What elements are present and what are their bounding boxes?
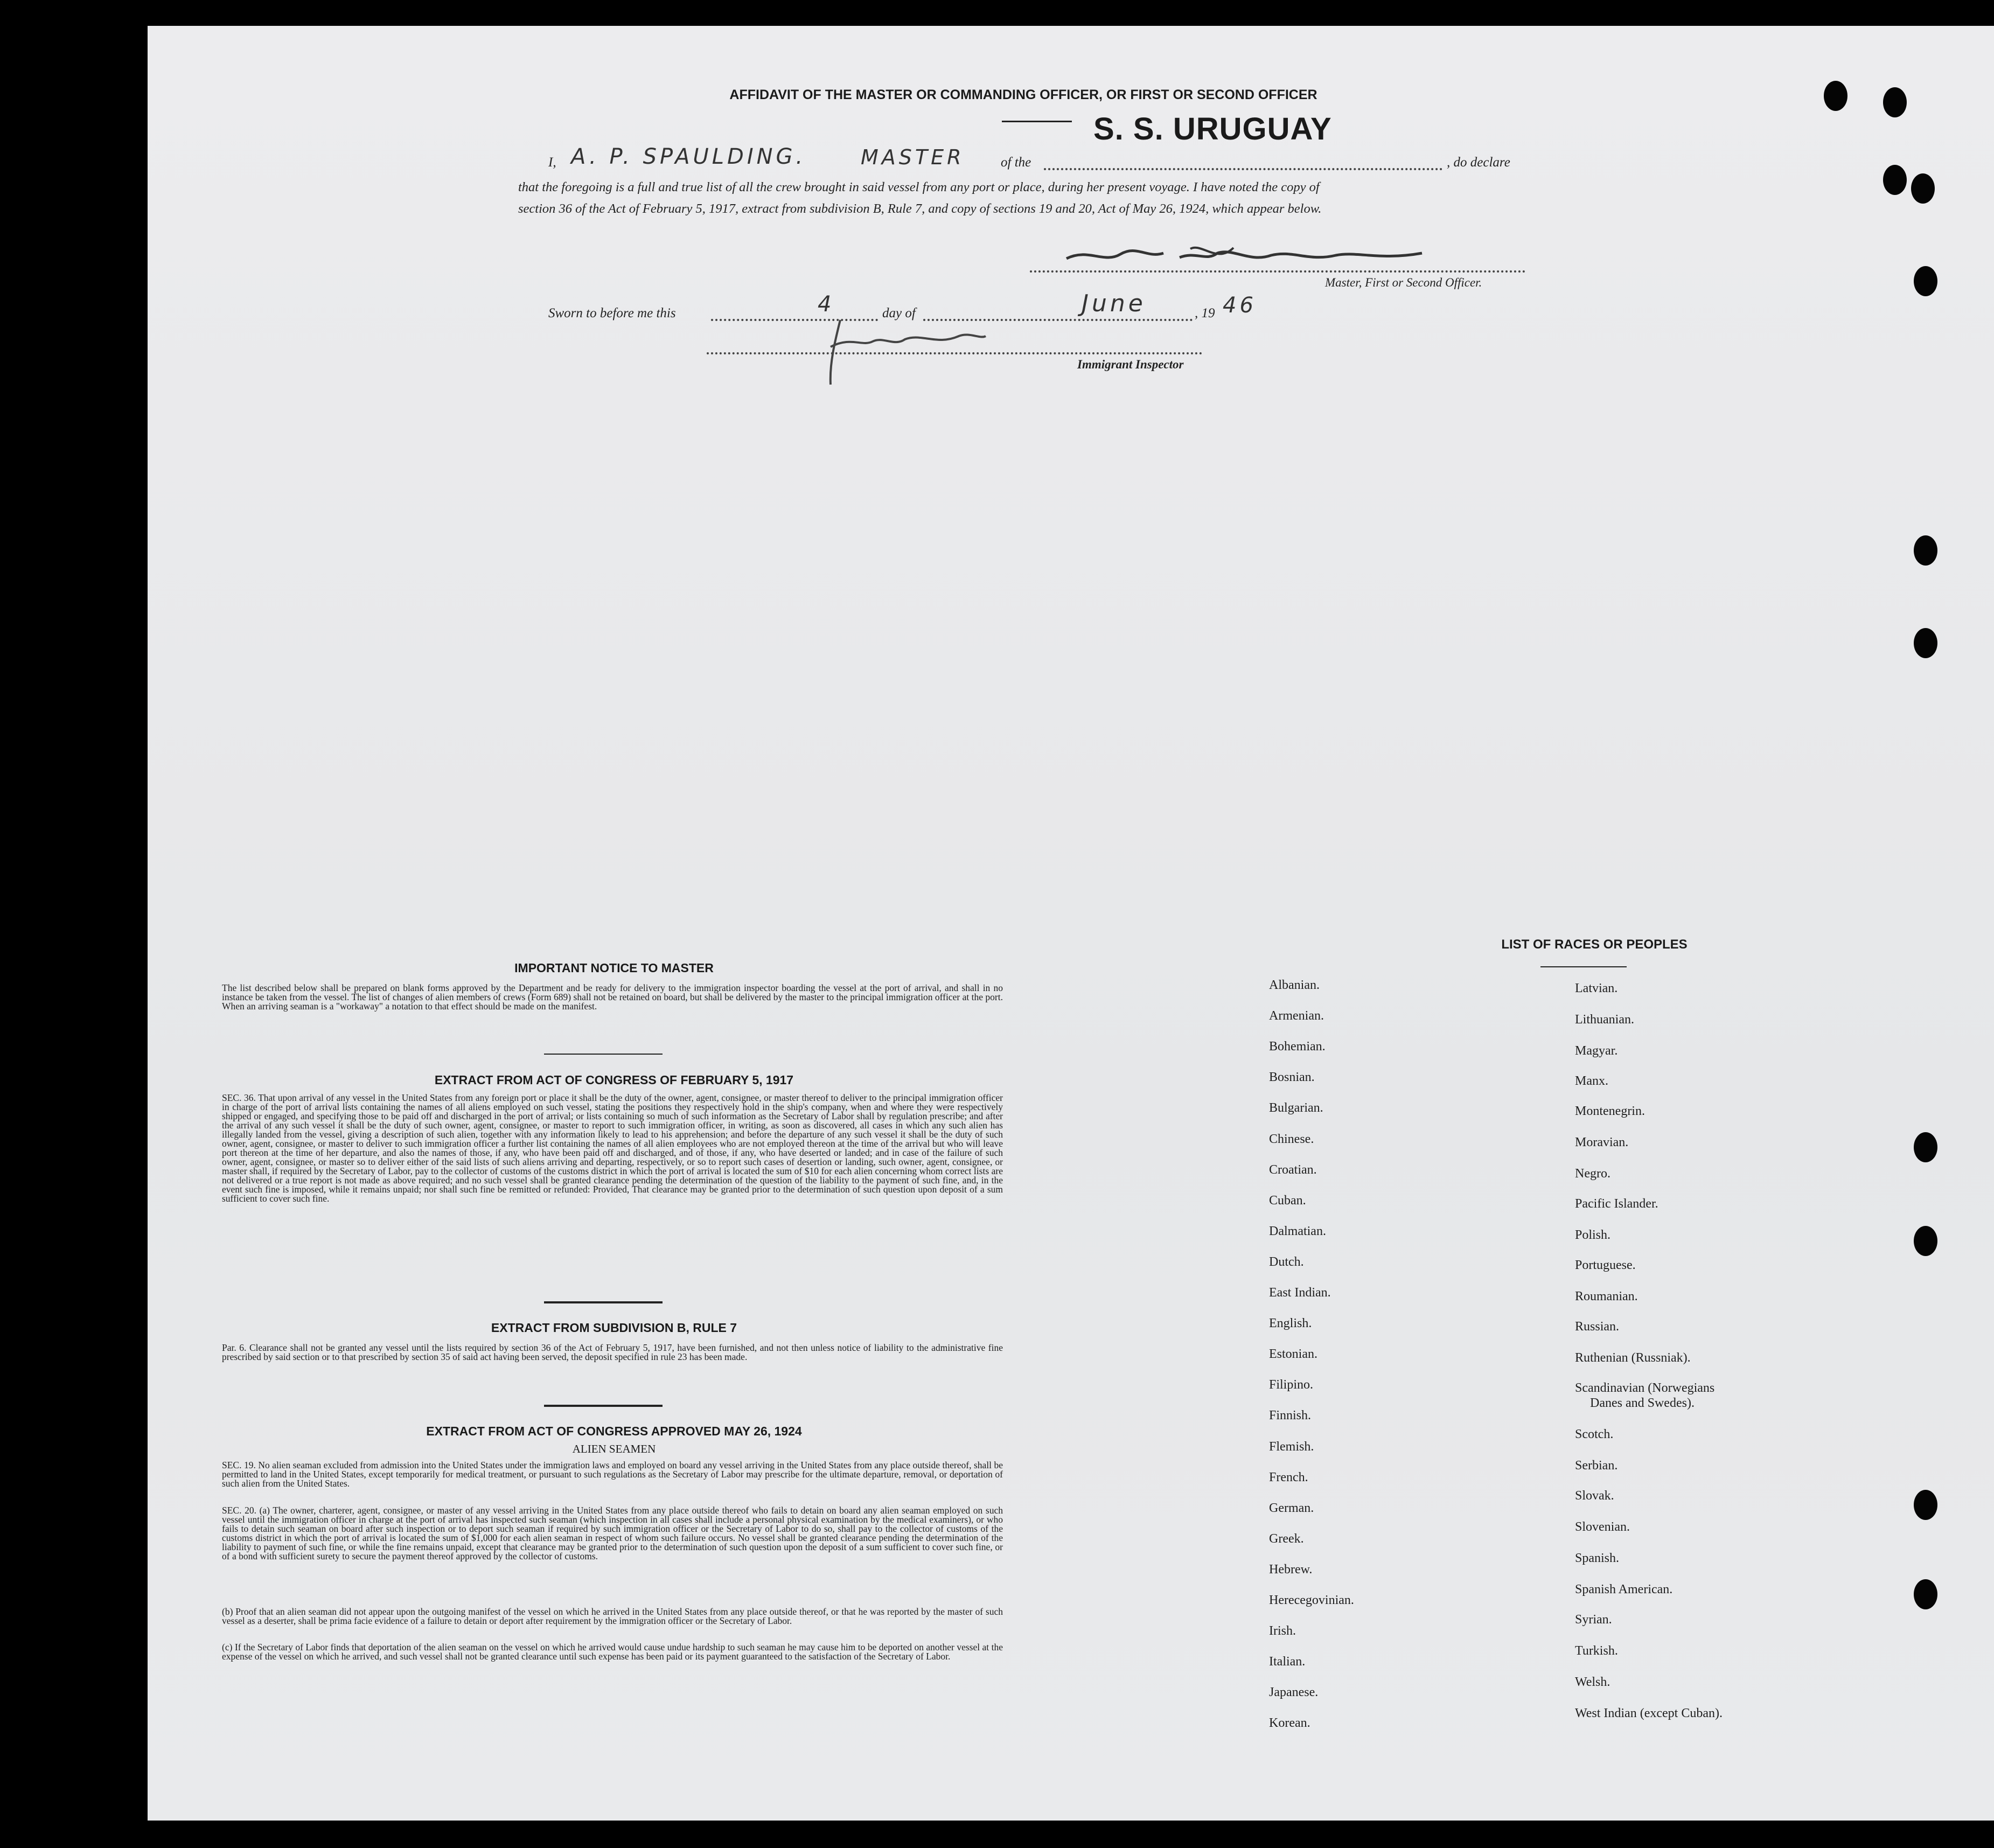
race-item: Roumanian.: [1575, 1289, 1638, 1303]
binder-hole: [1824, 81, 1847, 111]
do-declare-label: , do declare: [1447, 155, 1510, 170]
binder-hole: [1883, 87, 1907, 117]
race-item: Ruthenian (Russniak).: [1575, 1351, 1691, 1365]
extract-rule7-text: Par. 6. Clearance shall not be granted any vessel until the lists required by section 36 of the Act of February 5, 1917, have been furnished, and not then unless notice of liability to the administrative fine prescribed by said section or to that prescribed by section 35 of said act having been served, the deposit specified in rule 23 has been made.: [222, 1342, 1003, 1362]
race-item: English.: [1269, 1316, 1312, 1331]
year-label: , 19: [1195, 306, 1215, 320]
binder-hole: [1914, 1226, 1937, 1256]
race-item: Irish.: [1269, 1624, 1296, 1638]
master-signature-line: [1030, 270, 1525, 273]
race-item: French.: [1269, 1470, 1308, 1484]
race-item: Latvian.: [1575, 981, 1618, 995]
race-item: Syrian.: [1575, 1613, 1612, 1627]
officer-name-handwritten: A. P. SPAULDING.: [571, 144, 806, 169]
race-item: Polish.: [1575, 1228, 1611, 1242]
binder-hole: [1914, 1579, 1937, 1609]
race-item: Bosnian.: [1269, 1070, 1315, 1085]
inspector-signature-line: [707, 352, 1202, 354]
sec20b-text: (b) Proof that an alien seaman did not appear upon the outgoing manifest of the vessel on which he arrived in the United States from any place outside thereof, or that he was reported by the master of such vessel as a deserter, shall be prima facie evidence of a failure to detain or deport after requirement by the immigration officer or the Secretary of Labor.: [222, 1606, 1003, 1626]
race-item: West Indian (except Cuban).: [1575, 1706, 1723, 1720]
divider: [544, 1405, 663, 1407]
race-item: Welsh.: [1575, 1675, 1610, 1689]
race-item: Russian.: [1575, 1320, 1620, 1334]
binder-hole: [1914, 1132, 1937, 1162]
inspector-caption: Immigrant Inspector: [1077, 358, 1184, 371]
race-item: Bohemian.: [1269, 1040, 1326, 1054]
sec20a-text: SEC. 20. (a) The owner, charterer, agent, consignee, or master of any vessel arriving in the United States from any place outside thereof who fails to detain on board any alien seaman employed on such vessel until the immigration officer in charge at the port of arrival has inspected such seaman (which inspection in all cases shall include a personal physical examination by the medical examiners), or who fails to detain such seaman on board after such inspection or to deport such seaman if required by such immigration officer or the Secretary of Labor to do so, shall pay to the collector of customs of the customs district in which the port of arrival is located the sum of $1,000 for each alien seaman in respect of whom such failure occurs. No vessel shall be granted clearance pending the determination of the liability to payment of such fine, or while the fine remains unpaid, except that clearance may be granted prior to the determination of such question upon the deposit of a sum sufficient to cover such fine, or of a bond with sufficient surety to secure the payment thereof approved by the collector of customs.: [222, 1505, 1003, 1561]
race-item: Manx.: [1575, 1074, 1608, 1088]
extract-1924-subtitle: ALIEN SEAMEN: [572, 1442, 656, 1455]
divider: [544, 1054, 663, 1055]
ship-name: S. S. URUGUAY: [1093, 111, 1332, 147]
affidavit-line-3: section 36 of the Act of February 5, 1917, extract from subdivision B, Rule 7, and copy of sections 19 and 20, Act of May 26, 1924, which appear below.: [518, 201, 1322, 216]
extract-1917-title: EXTRACT FROM ACT OF CONGRESS OF FEBRUARY 5, 1917: [434, 1073, 794, 1087]
binder-hole: [1914, 1490, 1937, 1520]
race-item: Pacific Islander.: [1575, 1197, 1658, 1211]
sec19-text: SEC. 19. No alien seaman excluded from admission into the United States under the immigration laws and employed on board any vessel arriving in the United States from any place outside thereof, shall be permitted to land in the United States, except temporarily for medical treatment, or pursuant to such regulations as the Secretary of Labor may prescribe for the ultimate departure, removal, or deportation of such alien from the United States.: [222, 1460, 1003, 1489]
of-the-label: of the: [1001, 155, 1031, 170]
race-item: Montenegrin.: [1575, 1104, 1645, 1118]
year-handwritten: 46: [1223, 293, 1257, 318]
race-item: Japanese.: [1269, 1685, 1319, 1700]
race-item: Flemish.: [1269, 1439, 1314, 1454]
race-item: Chinese.: [1269, 1132, 1314, 1146]
extract-1924-title: EXTRACT FROM ACT OF CONGRESS APPROVED MAY 26, 1924: [426, 1424, 802, 1438]
race-item: Lithuanian.: [1575, 1013, 1634, 1027]
race-item: Albanian.: [1269, 978, 1320, 992]
binder-hole: [1914, 266, 1937, 296]
binder-hole: [1914, 628, 1937, 658]
affidavit-title: AFFIDAVIT OF THE MASTER OR COMMANDING OFFICER, OR FIRST OR SECOND OFFICER: [729, 87, 1317, 102]
binder-hole: [1883, 165, 1907, 195]
race-item: Turkish.: [1575, 1644, 1618, 1658]
notice-text: The list described below shall be prepared on blank forms approved by the Department and be ready for delivery to the immigration inspector boarding the vessel at the port of arrival, and shall in no instance be taken from the vessel. The list of changes of alien members of crews (Form 689) shall not be retained on board, but shall be delivered by the master to the principal immigration officer at the port. When an arriving seaman is a "workaway" a notation to that effect should be made on the manifest.: [222, 982, 1003, 1012]
sworn-day-handwritten: 4: [818, 292, 835, 317]
race-item: Dutch.: [1269, 1254, 1304, 1269]
extract-1917-text: SEC. 36. That upon arrival of any vessel in the United States from any foreign port or place it shall be the duty of the owner, agent, consignee, or master thereof to deliver to the principal immigration officer in charge of the port of arrival lists containing the names of all aliens employed on such vessel, stating the positions they respectively hold in the ship's company, when and where they were respectively shipped or engaged, and specifying those to be paid off and discharged in the port of arrival; or lists containing so much of such information as the Secretary of Labor shall by regulation prescribe; and after the arrival of any such vessel it shall be the duty of such owner, agent, consignee, or master to report to such immigration officer, in writing, as soon as discovered, all cases in which any such alien has illegally landed from the vessel, giving a description of such alien, together with any information likely to lead to his apprehension; and before the departure of any such vessel it shall be the duty of such owner, agent, consignee, or master to deliver to such immigration officer a further list containing the names of all alien employees who are not employed thereon at the time of the arrival but who will leave port thereon at the time of her departure, and also the names of those, if any, who have been paid off and discharged, and of those, if any, who have deserted or landed; and in case of the failure of such owner, agent, consignee, or master so to deliver either of the said lists of such aliens arriving and departing, respectively, or so to report such cases of desertion or landing, such owner, agent, consignee, or master shall, if required by the Secretary of Labor, pay to the collector of customs of the customs district in which the port of arrival is located the sum of $10 for each alien concerning whom correct lists are not delivered or a true report is not made as above required; and no such vessel shall be granted clearance pending the determination of the question of the liability to the payment of such fine, and, in the event such fine is imposed, while it remains unpaid; nor shall such fine be remitted or refunded: Provided, That clearance may be granted prior to the determination of such question upon deposit of a sum sufficient to cover such fine.: [222, 1092, 1003, 1204]
sec20c-text: (c) If the Secretary of Labor finds that deportation of the alien seaman on the vessel on which he arrived would cause undue hardship to such seaman he may cause him to be deported on another vessel at the expense of the vessel on which he arrived, and such vessel shall not be granted clearance until such expense has been paid or its payment guaranteed to the satisfaction of the Secretary of Labor.: [222, 1642, 1003, 1662]
races-title: LIST OF RACES OR PEOPLES: [1501, 937, 1688, 952]
i-label: I,: [548, 155, 556, 170]
race-item: Armenian.: [1269, 1009, 1324, 1023]
race-item: Slovenian.: [1575, 1520, 1630, 1534]
officer-rank-handwritten: MASTER: [861, 145, 965, 169]
sworn-month-handwritten: June: [1082, 290, 1146, 317]
race-item: Magyar.: [1575, 1044, 1618, 1058]
race-item: Korean.: [1269, 1716, 1310, 1731]
race-item: Filipino.: [1269, 1378, 1314, 1392]
race-item: Portuguese.: [1575, 1258, 1636, 1272]
race-item: Danes and Swedes).: [1590, 1396, 1695, 1410]
race-item: Moravian.: [1575, 1135, 1629, 1149]
binder-hole: [1914, 535, 1937, 566]
master-signature: [1056, 237, 1444, 275]
race-item: Finnish.: [1269, 1408, 1312, 1423]
divider: [1540, 966, 1627, 967]
race-item: Croatian.: [1269, 1162, 1317, 1177]
master-caption: Master, First or Second Officer.: [1325, 276, 1482, 289]
race-item: Herecegovinian.: [1269, 1593, 1354, 1607]
race-item: Estonian.: [1269, 1347, 1317, 1362]
race-item: Scandinavian (Norwegians: [1575, 1381, 1715, 1395]
affidavit-line-1: [548, 144, 1530, 172]
affidavit-line-2: that the foregoing is a full and true list of all the crew brought in said vessel from any port or place, during her present voyage. I have noted the copy of: [518, 180, 1320, 194]
notice-title: IMPORTANT NOTICE TO MASTER: [514, 961, 714, 975]
race-item: Italian.: [1269, 1655, 1306, 1669]
day-of-label: day of: [882, 306, 916, 320]
binder-hole: [1911, 173, 1935, 204]
race-item: Dalmatian.: [1269, 1224, 1326, 1238]
race-item: Cuban.: [1269, 1193, 1306, 1208]
divider: [1002, 121, 1072, 122]
race-item: East Indian.: [1269, 1286, 1331, 1300]
race-item: Spanish American.: [1575, 1582, 1673, 1596]
race-item: Spanish.: [1575, 1551, 1620, 1565]
race-item: Hebrew.: [1269, 1562, 1313, 1577]
sworn-label: Sworn to before me this: [548, 306, 676, 320]
race-item: Scotch.: [1575, 1427, 1614, 1441]
race-item: Bulgarian.: [1269, 1101, 1323, 1115]
race-item: Serbian.: [1575, 1459, 1618, 1473]
divider: [544, 1301, 663, 1303]
race-item: German.: [1269, 1501, 1314, 1515]
race-item: Negro.: [1575, 1167, 1610, 1181]
race-item: Greek.: [1269, 1531, 1304, 1546]
race-item: Slovak.: [1575, 1489, 1614, 1503]
vessel-fill-line: [1044, 168, 1442, 170]
extract-rule7-title: EXTRACT FROM SUBDIVISION B, RULE 7: [491, 1321, 737, 1335]
